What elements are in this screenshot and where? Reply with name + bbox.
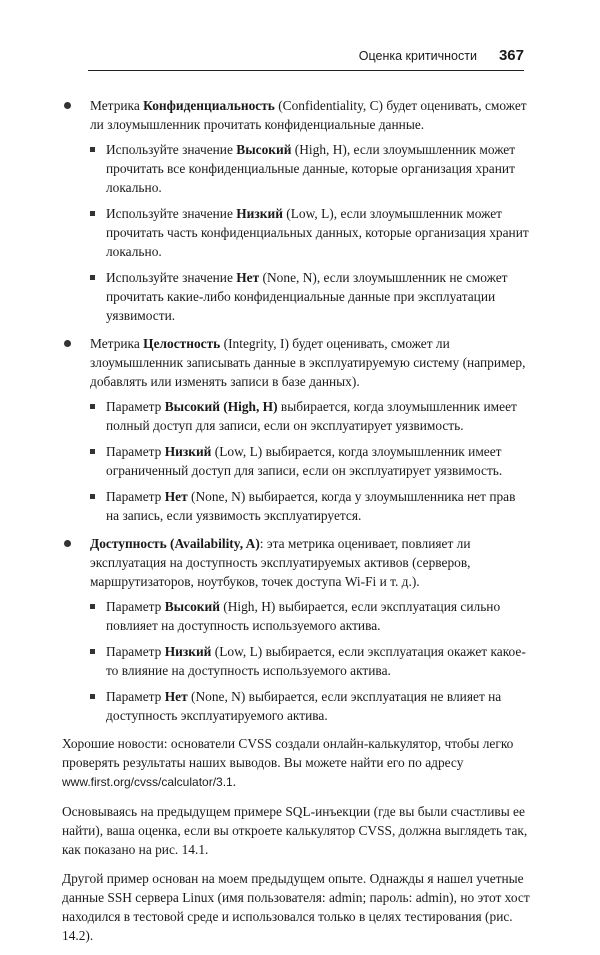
metric-name: Конфиденциальность (143, 98, 275, 113)
metrics-list (62, 96, 530, 725)
page-number: 367 (498, 47, 524, 64)
value-item: Используйте значение Нет (None, N), если злоумышленник не сможет прочитать какие-либо конфиденциальные данные при эксплуатации уязвимости. (90, 268, 530, 325)
section-title: Оценка критичности (358, 49, 477, 63)
page-body (62, 96, 530, 955)
value-item: Параметр Низкий (Low, L) выбирается, если эксплуатация окажет какое-то влияние на доступность используемого актива. (90, 642, 530, 680)
value-item: Параметр Нет (None, N) выбирается, когда у злоумышленника нет прав на запись, если уязвимость эксплуатируется. (90, 487, 530, 525)
metric-availability (62, 534, 530, 725)
metric-name: Целостность (143, 336, 221, 351)
metric-name: Доступность (Availability, A) (90, 536, 260, 551)
metric-description: (Integrity, I) будет оценивать, сможет ли злоумышленник записывать данные в эксплуатируемую систему (например, добавлять или изменять записи в базе данных). (90, 336, 526, 389)
metric-description: : эта метрика оценивает, повлияет ли эксплуатация на доступность эксплуатируемых активов (серверов, маршрутизаторов, ноутбуков, точек доступа Wi-Fi и т. д.). (90, 536, 471, 589)
metric-prefix: Метрика (90, 98, 144, 113)
metric-values (90, 140, 530, 325)
value-item: Параметр Высокий (High, H) выбирается, когда злоумышленник имеет полный доступ для записи, если он эксплуатирует уязвимость. (90, 397, 530, 435)
calculator-url: www.first.org/cvss/calculator/3.1 (62, 775, 233, 789)
metric-values (90, 597, 530, 725)
paragraph-ssh-example: Другой пример основан на моем предыдущем опыте. Однажды я нашел учетные данные SSH сервера Linux (имя пользователя: admin; пароль: admin), но этот хост находился в тестовой среде и использовался только в целях тестирования (рис. 14.2). (62, 871, 530, 943)
metric-description: (Confidentiality, C) будет оценивать, сможет ли злоумышленник прочитать конфиденциальные данные. (90, 98, 527, 132)
metric-integrity (62, 334, 530, 525)
value-item: Используйте значение Низкий (Low, L), если злоумышленник может прочитать часть конфиденциальных данных, которые организация хранит локально. (90, 204, 530, 261)
value-item: Параметр Низкий (Low, L) выбирается, когда злоумышленник имеет ограниченный доступ для записи, если он эксплуатирует уязвимость. (90, 442, 530, 480)
metric-prefix: Метрика (90, 336, 144, 351)
value-item: Параметр Нет (None, N) выбирается, если эксплуатация не влияет на доступность эксплуатируемого актива. (90, 687, 530, 725)
running-head (88, 47, 524, 71)
paragraph-sql-example: Основываясь на предыдущем примере SQL-инъекции (где вы были счастливы ее найти), ваша оценка, если вы откроете калькулятор CVSS, должна выглядеть так, как показано на рис. 14.1. (62, 804, 528, 857)
metric-values (90, 397, 530, 525)
value-item: Параметр Высокий (High, H) выбирается, если эксплуатация сильно повлияет на доступность используемого актива. (90, 597, 530, 635)
value-item: Используйте значение Высокий (High, H), если злоумышленник может прочитать все конфиденциальные данные, которые организация хранит локально. (90, 140, 530, 197)
paragraph-calculator: Хорошие новости: основатели CVSS создали онлайн-калькулятор, чтобы легко проверять результаты наших выводов. Вы можете найти его по адресу www.first.org/cvss/calculator/3.1. (62, 736, 514, 789)
metric-confidentiality (62, 96, 530, 325)
